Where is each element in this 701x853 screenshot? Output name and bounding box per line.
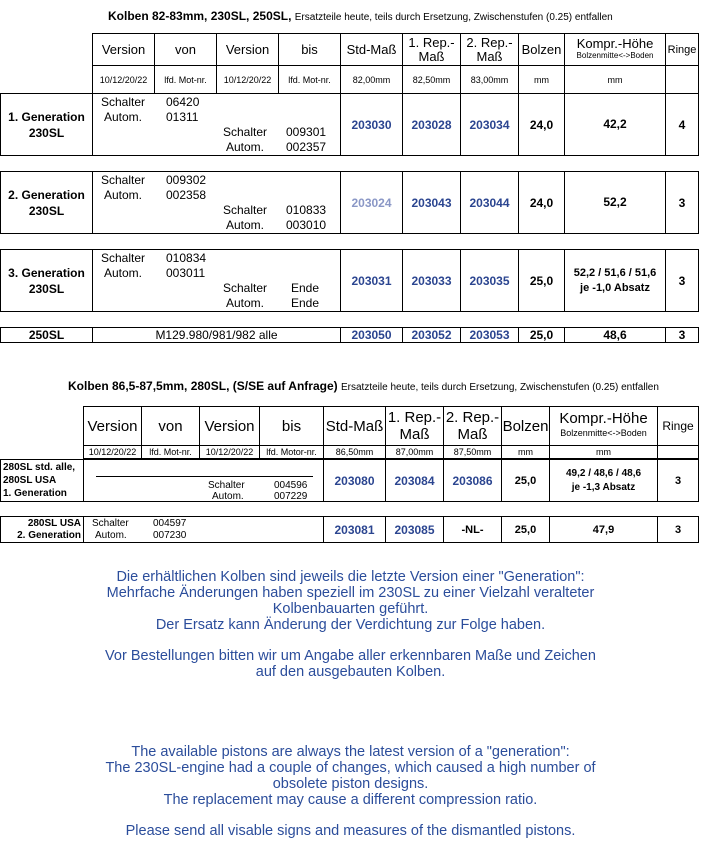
gen-s-from: Schalter [101, 95, 146, 109]
t2-sub-rep2: 87,50mm [444, 446, 502, 459]
gen-std: 203024 [341, 172, 403, 234]
t2-row1-label: 280SL std. alle, 280SL USA 1. Generation [1, 460, 84, 502]
gen-s-to-nr: 010833 [286, 203, 327, 217]
note-de-2: Vor Bestellungen bitten wir um Angabe aller erkennbaren Maße und Zeichen auf den ausgebauten Kolben. [105, 648, 596, 680]
gen-a-to-nr: 003010 [286, 218, 327, 232]
t2-hdr-bis: bis [260, 407, 324, 446]
gen-row-range [93, 172, 341, 234]
gen-a-from: Autom. [104, 266, 143, 280]
t2-row2-s-from-nr: 004597 [153, 518, 187, 529]
sub-ringe [666, 66, 699, 94]
t2-row1 [0, 459, 699, 502]
row-250sl [0, 327, 699, 343]
row-250sl-ringe: 3 [666, 328, 699, 343]
sub-rep2: 83,00mm [461, 66, 519, 94]
hdr-rep2: 2. Rep.- Maß [461, 34, 519, 66]
row-250sl-rep2: 203053 [461, 328, 519, 343]
sub-rep1: 82,50mm [403, 66, 461, 94]
t2-row2-rep2: -NL- [444, 517, 502, 543]
gen-s-to-nr: Ende [291, 281, 320, 295]
t2-hdr-rep2: 2. Rep.- Maß [444, 407, 502, 446]
gen-s-from: Schalter [101, 251, 146, 265]
gen-a-from: Autom. [104, 110, 143, 124]
t2-hdr-bolzen: Bolzen [502, 407, 550, 446]
gen-row-range [93, 250, 341, 312]
hdr-kompr [565, 34, 666, 66]
t2-row1-std: 203080 [324, 460, 386, 502]
t2-hdr-von: von [142, 407, 200, 446]
gen-rep2: 203035 [461, 250, 519, 312]
gen-bolzen: 24,0 [519, 94, 565, 156]
row-250sl-kompr: 48,6 [565, 328, 666, 343]
t2-row2-rep1: 203085 [386, 517, 444, 543]
hdr-kompr-label: Kompr.-Höhe [576, 35, 654, 51]
t2-row1-rep1: 203084 [386, 460, 444, 502]
hdr-ringe: Ringe [666, 34, 699, 66]
t2-row1-bolzen: 25,0 [502, 460, 550, 502]
t2-row2-std: 203081 [324, 517, 386, 543]
t2-row1-a-to: Autom. [212, 491, 244, 502]
hdr-version-to: Version [217, 34, 279, 66]
table1-title: Kolben 82-83mm, 230SL, 250SL, Ersatzteile heute, teils durch Ersetzung, Zwischenstufen (0.25) entfallen [108, 9, 613, 23]
gen-row-1 [0, 93, 699, 156]
t2-row1-s-to-nr: 004596 [274, 480, 308, 491]
gen-row-range [93, 94, 341, 156]
t2-row2-kompr: 47,9 [550, 517, 658, 543]
row-250sl-range: M129.980/981/982 alle [93, 328, 341, 343]
t2-row2-s-from: Schalter [92, 518, 129, 529]
hdr-rep1: 1. Rep.- Maß [403, 34, 461, 66]
t2-hdr-version-to: Version [200, 407, 260, 446]
gen-a-from-nr: 01311 [166, 110, 199, 124]
row-250sl-label: 250SL [1, 328, 93, 343]
t2-row2-bolzen: 25,0 [502, 517, 550, 543]
t2-row2-a-from-nr: 007230 [153, 530, 187, 541]
gen-row-label: 2. Generation 230SL [1, 172, 93, 234]
gen-rep2: 203034 [461, 94, 519, 156]
table1-header [92, 33, 699, 94]
t2-sub-date1: 10/12/20/22 [84, 446, 142, 459]
gen-a-to: Autom. [226, 218, 265, 232]
t2-hdr-version-from: Version [84, 407, 142, 446]
gen-s-to-nr: 009301 [286, 125, 327, 139]
hdr-version-from: Version [93, 34, 155, 66]
gen-kompr: 52,2 [565, 172, 666, 234]
t2-row1-range [84, 460, 324, 502]
t2-row2-range [84, 517, 324, 543]
gen-a-to-nr: Ende [291, 296, 320, 310]
gen-std: 203030 [341, 94, 403, 156]
row-250sl-std: 203050 [341, 328, 403, 343]
t2-sub-ringe [658, 446, 699, 459]
t2-row2 [0, 516, 699, 543]
gen-s-to: Schalter [223, 203, 268, 217]
t2-sub-bolzen: mm [502, 446, 550, 459]
gen-ringe: 3 [666, 250, 699, 312]
gen-a-from-nr: 002358 [166, 188, 207, 202]
t2-hdr-rep1: 1. Rep.- Maß [386, 407, 444, 446]
gen-row-2 [0, 171, 699, 234]
sub-date1: 10/12/20/22 [93, 66, 155, 94]
gen-s-from: Schalter [101, 173, 146, 187]
note-en-1: The available pistons are always the latest version of a "generation": The 230SL-engine had a couple of changes, which caused a high number of obsolete piston designs. The replacement may cause a different compression ratio. [105, 744, 596, 808]
gen-bolzen: 24,0 [519, 172, 565, 234]
hdr-std: Std-Maß [341, 34, 403, 66]
gen-kompr: 52,2 / 51,6 / 51,6 je -1,0 Absatz [565, 250, 666, 312]
hdr-bolzen: Bolzen [519, 34, 565, 66]
t2-hdr-kompr-sub: Bolzenmitte<->Boden [560, 428, 647, 438]
t2-row1-ringe: 3 [658, 460, 699, 502]
gen-s-to: Schalter [223, 125, 268, 139]
gen-a-to: Autom. [226, 296, 265, 310]
row-250sl-rep1: 203052 [403, 328, 461, 343]
t2-row1-divider [96, 476, 313, 477]
hdr-von: von [155, 34, 217, 66]
gen-rep1: 203033 [403, 250, 461, 312]
table2-header [83, 406, 699, 459]
sub-kompr: mm [565, 66, 666, 94]
t2-sub-kompr: mm [550, 446, 658, 459]
gen-s-from-nr: 009302 [166, 173, 207, 187]
t2-row2-label: 280SL USA 2. Generation [1, 517, 84, 543]
note-de-1: Die erhältlichen Kolben sind jeweils die letzte Version einer "Generation": Mehrfache Änderungen haben speziell im 230SL zu einer Vielzahl veralteter Kolbenbauarten geführt. Der Ersatz kann Änderung der Verdichtung zur Folge haben. [106, 569, 595, 633]
table2-title: Kolben 86,5-87,5mm, 280SL, (S/SE auf Anfrage) Ersatzteile heute, teils durch Ersetzung, Zwischenstufen (0.25) entfallen [68, 379, 659, 393]
sub-motnr2: lfd. Mot-nr. [279, 66, 341, 94]
gen-s-from-nr: 010834 [166, 251, 207, 265]
t2-row1-a-to-nr: 007229 [274, 491, 308, 502]
gen-ringe: 4 [666, 94, 699, 156]
gen-std: 203031 [341, 250, 403, 312]
gen-row-3 [0, 249, 699, 312]
gen-kompr: 42,2 [565, 94, 666, 156]
t2-sub-date2: 10/12/20/22 [200, 446, 260, 459]
t2-row2-a-from: Autom. [95, 530, 127, 541]
gen-a-to-nr: 002357 [286, 140, 327, 154]
t2-sub-std: 86,50mm [324, 446, 386, 459]
t2-hdr-std: Std-Maß [324, 407, 386, 446]
t2-hdr-kompr [550, 407, 658, 446]
t2-row1-rep2: 203086 [444, 460, 502, 502]
hdr-bis: bis [279, 34, 341, 66]
gen-rep2: 203044 [461, 172, 519, 234]
gen-rep1: 203028 [403, 94, 461, 156]
gen-row-label: 1. Generation 230SL [1, 94, 93, 156]
t2-row2-ringe: 3 [658, 517, 699, 543]
gen-s-to: Schalter [223, 281, 268, 295]
row-250sl-bolzen: 25,0 [519, 328, 565, 343]
gen-row-label: 3. Generation 230SL [1, 250, 93, 312]
sub-motnr1: lfd. Mot-nr. [155, 66, 217, 94]
gen-rep1: 203043 [403, 172, 461, 234]
t2-sub-motnr1: lfd. Mot-nr. [142, 446, 200, 459]
t2-hdr-kompr-label: Kompr.-Höhe [559, 410, 648, 427]
sub-bolzen: mm [519, 66, 565, 94]
t2-row1-s-to: Schalter [208, 480, 245, 491]
t2-sub-rep1: 87,00mm [386, 446, 444, 459]
hdr-kompr-sub: Bolzenmitte<->Boden [576, 50, 654, 60]
t2-sub-motnr2: lfd. Motor-nr. [260, 446, 324, 459]
gen-ringe: 3 [666, 172, 699, 234]
gen-a-from: Autom. [104, 188, 143, 202]
gen-a-from-nr: 003011 [166, 266, 206, 280]
gen-s-from-nr: 06420 [166, 95, 200, 109]
t2-row1-kompr: 49,2 / 48,6 / 48,6 je -1,3 Absatz [550, 460, 658, 502]
gen-bolzen: 25,0 [519, 250, 565, 312]
note-en-2: Please send all visable signs and measures of the dismantled pistons. [125, 823, 576, 839]
gen-a-to: Autom. [226, 140, 265, 154]
t2-hdr-ringe: Ringe [658, 407, 699, 446]
sub-std: 82,00mm [341, 66, 403, 94]
sub-date2: 10/12/20/22 [217, 66, 279, 94]
